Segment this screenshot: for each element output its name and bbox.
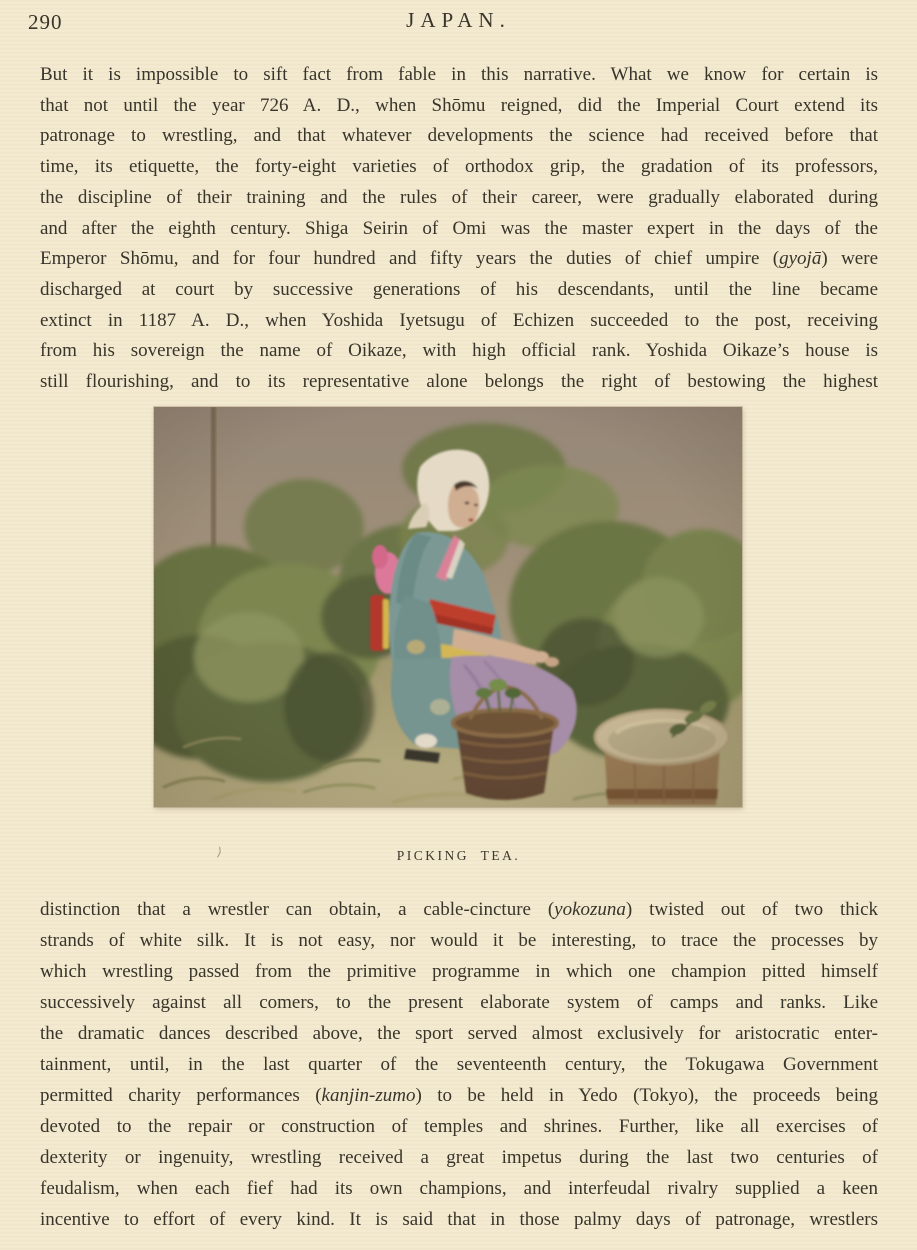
text-line: distinction that a wrestler can obtain, a cable-cincture (yokozuna) twisted out of two thick	[40, 899, 879, 920]
photo-illustration	[154, 407, 742, 807]
text-line: and after the eighth century. Shiga Seirin of Omi was the master expert in the days of the	[40, 217, 878, 239]
text-line: from his sovereign the name of Oikaze, with high official rank. Yoshida Oikaze’s house is	[40, 340, 878, 362]
text-line: time, its etiquette, the forty-eight varieties of orthodox grip, the gradation of its professors,	[40, 156, 878, 178]
text-line: patronage to wrestling, and that whatever developments the science had received before that	[40, 125, 878, 147]
text-line: discharged at court by successive generations of his descendants, until the line became	[40, 278, 878, 300]
text-line: the discipline of their training and the rules of their career, were gradually elaborated during	[40, 186, 878, 208]
text-line: Emperor Shōmu, and for four hundred and fifty years the duties of chief umpire (gyojā) were	[40, 248, 878, 270]
text-line: But it is impossible to sift fact from fable in this narrative. What we know for certain is	[40, 64, 878, 85]
text-line: tainment, until, in the last quarter of the seventeenth century, the Tokugawa Government	[40, 1054, 878, 1075]
body-paragraph-1	[40, 60, 878, 398]
text-line: strands of white silk. It is not easy, nor would it be interesting, to trace the processes by	[40, 930, 878, 951]
text-line: incentive to effort of every kind. It is said that in those palmy days of patronage, wrestlers	[40, 1209, 878, 1230]
running-header: JAPAN.	[406, 8, 511, 32]
text-line: the dramatic dances described above, the sport served almost exclusively for aristocratic enter-	[40, 1023, 878, 1044]
print-speck: ⟩	[215, 844, 224, 860]
figure-caption: PICKING TEA.	[396, 848, 521, 863]
text-line: dexterity or ingenuity, wrestling received a great impetus during the last two centuries of	[40, 1147, 878, 1168]
body-paragraph-2	[40, 894, 878, 1235]
page-number: 290	[28, 10, 63, 34]
text-line: devoted to the repair or construction of temples and shrines. Further, like all exercises of	[40, 1116, 878, 1137]
tea-picking-photo	[154, 407, 742, 807]
text-line: extinct in 1187 A. D., when Yoshida Iyetsugu of Echizen succeeded to the post, receiving	[40, 309, 878, 331]
text-line: which wrestling passed from the primitive programme in which one champion pitted himself	[40, 961, 878, 982]
text-line: permitted charity performances (kanjin-zumo) to be held in Yedo (Tokyo), the proceeds being	[40, 1085, 878, 1106]
text-line: that not until the year 726 A. D., when Shōmu reigned, did the Imperial Court extend its	[40, 94, 878, 116]
text-line: still flourishing, and to its representative alone belongs the right of bestowing the highest	[40, 371, 878, 393]
text-line: feudalism, when each fief had its own champions, and interfeudal rivalry supplied a keen	[40, 1178, 878, 1199]
text-line: successively against all comers, to the present elaborate system of camps and ranks. Like	[40, 992, 878, 1013]
